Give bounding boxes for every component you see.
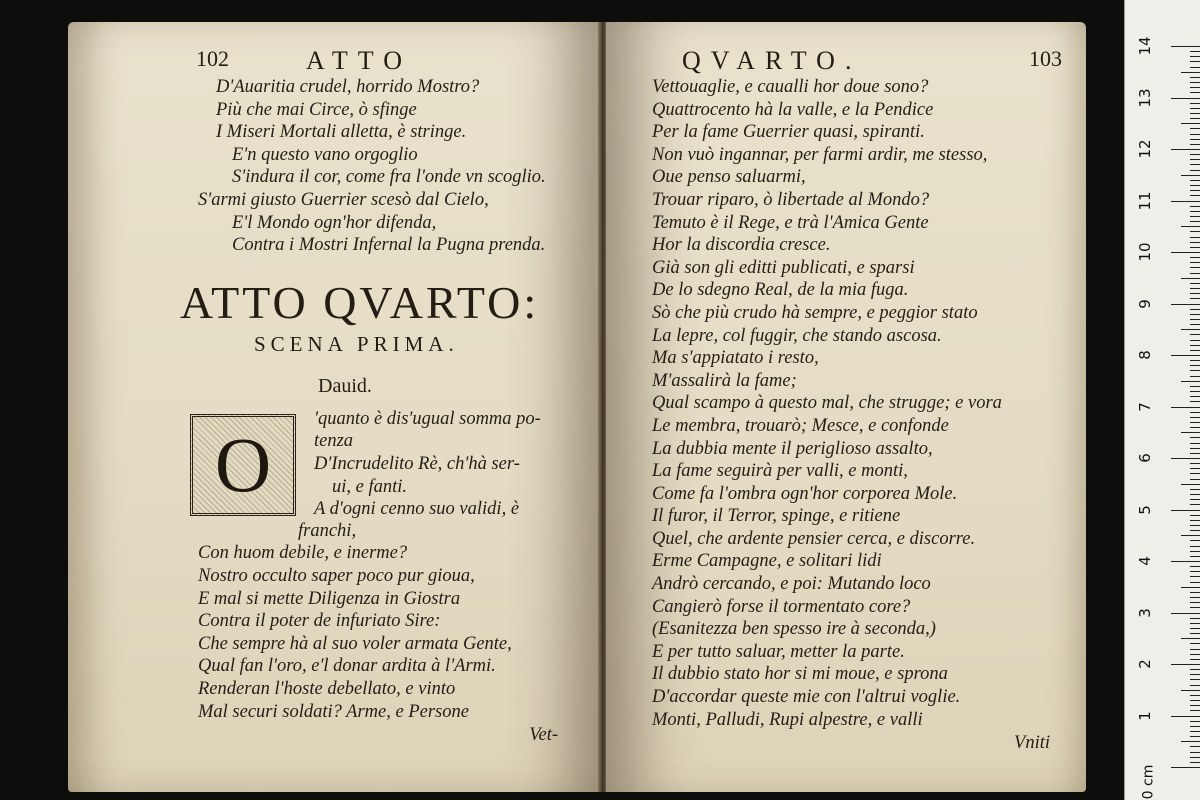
verse-line: Temuto è il Rege, e trà l'Amica Gente — [652, 212, 929, 233]
ruler-tick — [1181, 123, 1200, 124]
ruler-tick — [1190, 468, 1200, 469]
ruler-tick — [1190, 283, 1200, 284]
ruler-tick — [1190, 607, 1200, 608]
ruler-tick — [1181, 587, 1200, 588]
ruler-tick — [1190, 494, 1200, 495]
ruler-number: 9 — [1136, 298, 1154, 309]
verse-line: E per tutto saluar, metter la parte. — [652, 641, 905, 662]
right-running-title: QVARTO. — [682, 46, 862, 75]
verse-line: A d'ogni cenno suo validi, è — [314, 499, 520, 520]
verse-line: tenza — [314, 431, 354, 452]
ruler-tick — [1190, 422, 1200, 423]
ruler-tick — [1171, 767, 1200, 768]
ruler-tick — [1190, 705, 1200, 706]
verse-line: ui, e fanti. — [332, 476, 408, 497]
ruler-tick — [1190, 273, 1200, 274]
ruler-tick — [1190, 726, 1200, 727]
ruler-tick — [1190, 762, 1200, 763]
ruler-tick — [1190, 190, 1200, 191]
ruler-tick — [1190, 669, 1200, 670]
ruler-tick — [1190, 623, 1200, 624]
verse-line: Contra il poter de infuriato Sire: — [198, 611, 441, 632]
ruler-number: 5 — [1136, 504, 1154, 515]
ruler-tick — [1190, 288, 1200, 289]
ruler-number: 2 — [1136, 659, 1154, 669]
ruler-tick — [1190, 659, 1200, 660]
verse-line: La lepre, col fuggir, che stando ascosa. — [652, 325, 942, 346]
left-catchword: Vet- — [529, 725, 558, 746]
ruler-tick — [1190, 391, 1200, 392]
ruler-tick — [1190, 417, 1200, 418]
left-top-verse — [198, 76, 574, 257]
ruler-tick — [1190, 180, 1200, 181]
ruler-tick — [1190, 350, 1200, 351]
ruler-tick — [1190, 314, 1200, 315]
ruler-tick — [1190, 61, 1200, 62]
ruler-tick — [1181, 381, 1200, 382]
ruler-tick — [1190, 82, 1200, 83]
ruler-tick — [1190, 571, 1200, 572]
right-catchword: Vniti — [1014, 733, 1050, 754]
ruler-tick — [1190, 752, 1200, 753]
verse-line: Qual fan l'oro, e'l donar ardita à l'Armi. — [198, 656, 496, 677]
ruler-tick — [1190, 731, 1200, 732]
ruler-tick — [1190, 221, 1200, 222]
ruler-tick — [1190, 360, 1200, 361]
verse-line: Il furor, il Terror, spinge, e ritiene — [652, 506, 901, 527]
ruler-tick — [1190, 463, 1200, 464]
left-running-head — [198, 46, 574, 76]
ruler-tick — [1190, 257, 1200, 258]
ruler-tick — [1190, 365, 1200, 366]
ruler-tick — [1190, 87, 1200, 88]
ruler-tick — [1190, 77, 1200, 78]
verse-line: De lo sdegno Real, de la mia fuga. — [652, 280, 909, 301]
ruler-tick — [1190, 340, 1200, 341]
ruler-tick — [1190, 67, 1200, 68]
ruler-tick — [1190, 566, 1200, 567]
ruler-tick — [1190, 540, 1200, 541]
left-page — [68, 22, 600, 792]
ruler-tick — [1190, 386, 1200, 387]
ruler-tick — [1190, 401, 1200, 402]
verse-line: Il dubbio stato hor si mi moue, e sprona — [652, 664, 948, 685]
ruler-tick — [1190, 92, 1200, 93]
ruler-tick — [1190, 345, 1200, 346]
verse-line: Nostro occulto saper poco pur gioua, — [198, 565, 475, 586]
ruler-tick — [1181, 535, 1200, 536]
verse-line: Con huom debile, e inerme? — [198, 543, 408, 564]
ruler-unit-label: 0 cm — [1140, 764, 1157, 800]
verse-line: S'armi giusto Guerrier scesò dal Cielo, — [198, 189, 489, 210]
verse-line: D'Auaritia crudel, horrido Mostro? — [216, 77, 480, 97]
left-page-number: 102 — [196, 46, 229, 71]
ruler-tick — [1190, 582, 1200, 583]
ruler-tick — [1190, 370, 1200, 371]
ruler-tick — [1190, 267, 1200, 268]
verse-line: Qual scampo à questo mal, che strugge; e vora — [652, 393, 1002, 414]
ruler-number: 7 — [1136, 401, 1154, 412]
ruler-tick — [1190, 710, 1200, 711]
ruler-tick — [1190, 736, 1200, 737]
ruler-tick — [1190, 293, 1200, 294]
ruler-tick — [1181, 432, 1200, 433]
ruler-number: 10 — [1136, 242, 1154, 262]
ruler-tick — [1190, 170, 1200, 171]
right-verse — [652, 76, 1066, 731]
decorated-initial — [190, 414, 296, 516]
verse-line: Andrò cercando, e poi: Mutando loco — [652, 574, 931, 595]
ruler-tick — [1190, 649, 1200, 650]
ruler-tick — [1190, 185, 1200, 186]
ruler-tick — [1190, 643, 1200, 644]
ruler-tick — [1190, 396, 1200, 397]
verse-line: Come fa l'ombra ogn'hor corporea Mole. — [652, 483, 958, 504]
ruler-tick — [1190, 721, 1200, 722]
verse-line: M'assalirà la fame; — [652, 370, 797, 391]
ruler-tick — [1171, 98, 1200, 99]
ruler-tick — [1190, 216, 1200, 217]
verse-line: D'accordar queste mie con l'altrui voglie. — [652, 687, 961, 708]
ruler-tick — [1181, 690, 1200, 691]
ruler-tick — [1190, 515, 1200, 516]
verse-line: Mal securi soldati? Arme, e Persone — [198, 701, 469, 722]
ruler-tick — [1190, 757, 1200, 758]
ruler-tick — [1190, 262, 1200, 263]
ruler-tick — [1190, 319, 1200, 320]
measurement-ruler — [1124, 0, 1200, 800]
verse-line: (Esanitezza ben spesso ire à seconda,) — [652, 619, 936, 640]
verse-line: Le membra, trouarò; Mesce, e confonde — [652, 415, 949, 436]
verse-line: Già son gli editti publicati, e sparsi — [652, 257, 915, 278]
verse-line: S'indura il cor, come fra l'onde vn scoglio. — [232, 167, 546, 188]
ruler-number: 13 — [1136, 87, 1154, 108]
verse-line: Erme Campagne, e solitari lidi — [652, 551, 882, 572]
ruler-tick — [1181, 741, 1200, 742]
verse-line: franchi, — [298, 520, 357, 541]
ruler-tick — [1190, 103, 1200, 104]
ruler-number: 8 — [1136, 350, 1154, 360]
dropcap-lines — [314, 408, 541, 521]
ruler-tick — [1190, 592, 1200, 593]
ruler-tick — [1171, 355, 1200, 356]
verse-line: Renderan l'hoste debellato, e vinto — [198, 678, 456, 699]
speaker-name: Dauid. — [318, 374, 372, 397]
verse-line: I Miseri Mortali alletta, è stringe. — [216, 122, 467, 143]
ruler-tick — [1190, 674, 1200, 675]
ruler-tick — [1190, 51, 1200, 52]
ruler-tick — [1190, 443, 1200, 444]
ruler-tick — [1181, 226, 1200, 227]
verse-line: La dubbia mente il periglioso assalto, — [652, 438, 933, 459]
ruler-tick — [1190, 679, 1200, 680]
ruler-tick — [1171, 716, 1200, 717]
ruler-tick — [1171, 149, 1200, 150]
verse-line: Più che mai Circe, ò sfinge — [216, 99, 417, 120]
ruler-tick — [1190, 520, 1200, 521]
verse-line: Cangierò forse il tormentato core? — [652, 596, 911, 617]
ruler-tick — [1190, 628, 1200, 629]
ruler-tick — [1171, 458, 1200, 459]
verse-line: Monti, Palludi, Rupi alpestre, e valli — [652, 709, 923, 730]
ruler-tick — [1190, 525, 1200, 526]
verse-line: Oue penso saluarmi, — [652, 167, 806, 188]
verse-line: Trouar riparo, ò libertade al Mondo? — [652, 189, 930, 210]
ruler-tick — [1171, 613, 1200, 614]
verse-line: Vettouaglie, e caualli hor doue sono? — [652, 77, 929, 97]
ruler-tick — [1171, 46, 1200, 47]
ruler-tick — [1190, 154, 1200, 155]
verse-line: E mal si mette Diligenza in Giostra — [198, 588, 461, 609]
ruler-tick — [1190, 437, 1200, 438]
ruler-tick — [1190, 108, 1200, 109]
verse-line: Non vuò ingannar, per farmi ardir, me stesso, — [652, 144, 988, 165]
ruler-tick — [1171, 407, 1200, 408]
dropcap-block — [198, 408, 574, 524]
ruler-number: 4 — [1136, 556, 1154, 566]
ruler-tick — [1190, 427, 1200, 428]
ruler-tick — [1190, 159, 1200, 160]
ruler-tick — [1190, 473, 1200, 474]
right-running-head — [652, 46, 1066, 76]
ruler-tick — [1190, 139, 1200, 140]
ruler-tick — [1171, 664, 1200, 665]
ruler-tick — [1181, 484, 1200, 485]
right-page-number: 103 — [1029, 46, 1062, 71]
ruler-tick — [1190, 530, 1200, 531]
ruler-tick — [1190, 685, 1200, 686]
ruler-tick — [1190, 334, 1200, 335]
verse-line: D'Incrudelito Rè, ch'hà ser- — [314, 453, 520, 474]
verse-line: Ma s'appiatato i resto, — [652, 348, 819, 369]
left-bottom-verse — [198, 542, 574, 723]
ruler-tick — [1190, 618, 1200, 619]
ruler-tick — [1190, 242, 1200, 243]
ruler-tick — [1181, 278, 1200, 279]
ruler-tick — [1190, 134, 1200, 135]
verse-line: Sò che più crudo hà sempre, e peggior stato — [652, 302, 978, 323]
ruler-number: 12 — [1136, 139, 1154, 159]
ruler-tick — [1181, 329, 1200, 330]
ruler-tick — [1190, 556, 1200, 557]
ruler-tick — [1190, 597, 1200, 598]
ruler-tick — [1190, 376, 1200, 377]
verse-line: Per la fame Guerrier quasi, spiranti. — [652, 122, 925, 143]
verse-line: Che sempre hà al suo voler armata Gente, — [198, 633, 512, 654]
ruler-number: 3 — [1136, 607, 1154, 618]
open-book — [68, 22, 1086, 792]
ruler-tick — [1190, 237, 1200, 238]
ruler-tick — [1190, 324, 1200, 325]
ruler-tick — [1190, 309, 1200, 310]
verse-line: Hor la discordia cresce. — [652, 235, 831, 256]
ruler-number: 1 — [1136, 710, 1154, 721]
verse-line: Quel, che ardente pensier cerca, e discorre. — [652, 528, 976, 549]
ruler-tick — [1181, 175, 1200, 176]
ruler-tick — [1171, 510, 1200, 511]
act-heading: ATTO QVARTO: — [180, 276, 540, 328]
ruler-tick — [1190, 211, 1200, 212]
ruler-tick — [1190, 504, 1200, 505]
ruler-tick — [1190, 412, 1200, 413]
ruler-tick — [1190, 654, 1200, 655]
verse-line: E'l Mondo ogn'hor difenda, — [232, 212, 437, 233]
right-page — [606, 22, 1086, 792]
ruler-tick — [1171, 252, 1200, 253]
ruler-number: 14 — [1136, 36, 1154, 56]
ruler-tick — [1190, 113, 1200, 114]
ruler-tick — [1190, 128, 1200, 129]
ruler-tick — [1190, 247, 1200, 248]
ruler-tick — [1171, 201, 1200, 202]
ruler-tick — [1190, 602, 1200, 603]
ruler-tick — [1190, 206, 1200, 207]
ruler-tick — [1190, 56, 1200, 57]
verse-line: La fame seguirà per valli, e monti, — [652, 461, 908, 482]
ruler-tick — [1190, 746, 1200, 747]
ruler-tick — [1190, 576, 1200, 577]
ruler-number: 6 — [1136, 453, 1154, 463]
ruler-tick — [1190, 499, 1200, 500]
verse-line: 'quanto è dis'ugual somma po- — [314, 408, 541, 429]
left-running-title: ATTO — [306, 46, 412, 75]
ruler-tick — [1190, 695, 1200, 696]
ruler-tick — [1190, 195, 1200, 196]
ruler-tick — [1190, 453, 1200, 454]
verse-line: Contra i Mostri Infernal la Pugna prenda. — [232, 235, 546, 256]
decorated-initial-letter: O — [214, 420, 272, 508]
ruler-tick — [1190, 298, 1200, 299]
ruler-tick — [1171, 561, 1200, 562]
ruler-tick — [1190, 551, 1200, 552]
ruler-tick — [1190, 164, 1200, 165]
ruler-tick — [1190, 144, 1200, 145]
ruler-tick — [1171, 304, 1200, 305]
ruler-tick — [1181, 638, 1200, 639]
ruler-tick — [1190, 546, 1200, 547]
ruler-tick — [1181, 72, 1200, 73]
ruler-tick — [1190, 633, 1200, 634]
ruler-tick — [1190, 231, 1200, 232]
ruler-tick — [1190, 118, 1200, 119]
ruler-number: 11 — [1136, 190, 1154, 211]
ruler-tick — [1190, 700, 1200, 701]
scene-heading: SCENA PRIMA. — [254, 331, 459, 356]
ruler-tick — [1190, 448, 1200, 449]
verse-line: Quattrocento hà la valle, e la Pendice — [652, 99, 934, 120]
ruler-tick — [1190, 479, 1200, 480]
ruler-tick — [1190, 489, 1200, 490]
verse-line: E'n questo vano orgoglio — [232, 144, 418, 165]
